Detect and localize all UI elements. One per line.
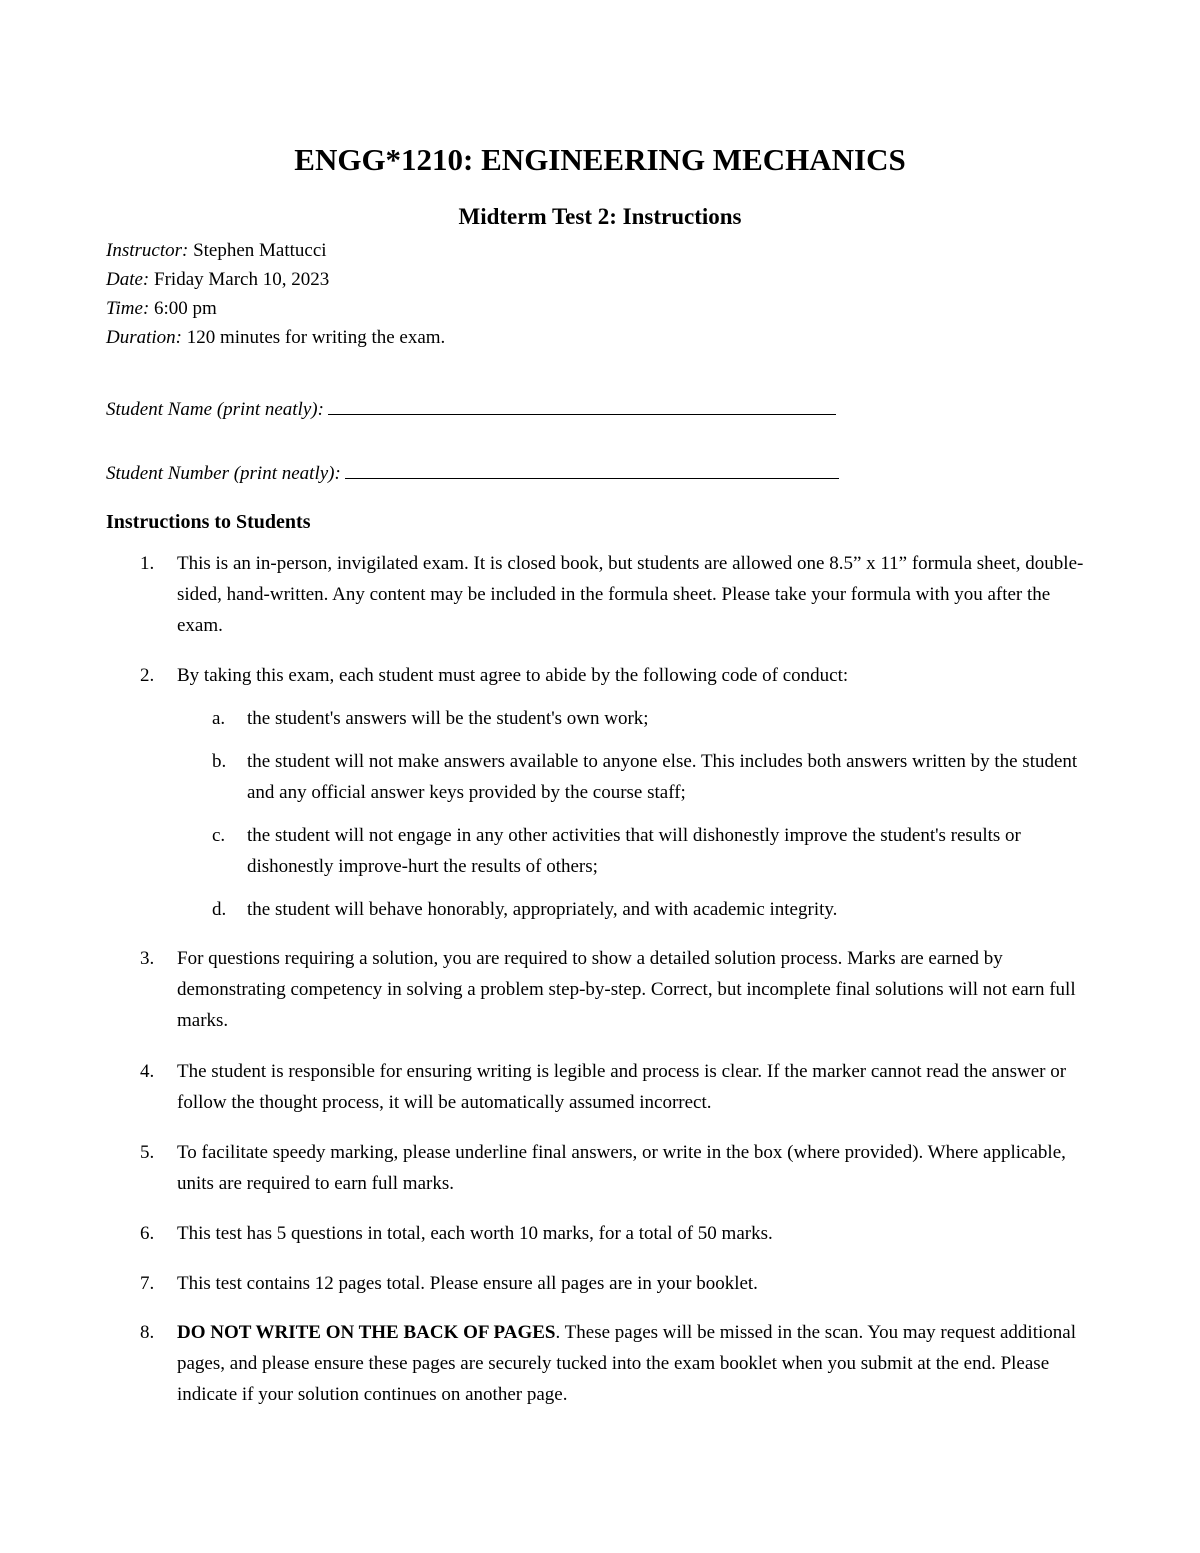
item-text: By taking this exam, each student must agree to abide by the following code of conduct: <box>177 665 849 686</box>
item-text: This test contains 12 pages total. Please ensure all pages are in your booklet. <box>177 1273 758 1294</box>
item-text: For questions requiring a solution, you are required to show a detailed solution process. Marks are earned by demonstrating competency in solving a problem step-by-step. Correct, but incomplete final solutions will not earn full marks. <box>177 948 1076 1031</box>
duration-value: 120 minutes for writing the exam. <box>182 327 446 348</box>
item-number: 1. <box>140 553 155 574</box>
instructions-heading: Instructions to Students <box>106 511 311 533</box>
item-number: 2. <box>140 665 155 686</box>
subitem-text: the student will not make answers available to anyone else. This includes both answers written by the student and any official answer keys provided by the course staff; <box>247 751 1078 803</box>
instructor-label: Instructor: <box>106 240 189 261</box>
item-number: 7. <box>140 1273 155 1294</box>
subitem-letter: a. <box>212 708 226 729</box>
subitem-letter: c. <box>212 825 226 846</box>
item-text: The student is responsible for ensuring writing is legible and process is clear. If the marker cannot read the answer or follow the thought process, it will be automatically assumed incorrect. <box>177 1061 1067 1113</box>
warning-text: . These pages will be missed in the scan. You may request additional pages, and please ensure these pages are securely tucked into the exam booklet when you submit at the end. Please indicate if your solution continues on another page. <box>177 1322 1076 1405</box>
date-row <box>106 265 445 294</box>
student-number-field <box>106 460 839 488</box>
item-number: 3. <box>140 948 155 969</box>
date-label: Date: <box>106 269 150 290</box>
student-name-blank[interactable] <box>328 396 836 415</box>
item-text: This is an in-person, invigilated exam. It is closed book, but students are allowed one 8.5” x 11” formula sheet, double-sided, hand-written. Any content may be included in the formula sheet. Please take your formula with you after the exam. <box>177 553 1084 636</box>
subitem-text: the student's answers will be the student's own work; <box>247 708 649 729</box>
time-label: Time: <box>106 298 150 319</box>
subitem-text: the student will behave honorably, appropriately, and with academic integrity. <box>247 899 838 920</box>
subitem-letter: d. <box>212 899 227 920</box>
item-number: 5. <box>140 1142 155 1163</box>
student-name-label: Student Name (print neatly): <box>106 399 324 420</box>
item-text <box>177 1317 1092 1410</box>
item-text: This test has 5 questions in total, each worth 10 marks, for a total of 50 marks. <box>177 1223 773 1244</box>
student-name-field <box>106 396 836 424</box>
date-value: Friday March 10, 2023 <box>149 269 330 290</box>
time-row <box>106 294 445 323</box>
time-value: 6:00 pm <box>149 298 217 319</box>
duration-label: Duration: <box>106 327 182 348</box>
page-subtitle: Midterm Test 2: Instructions <box>458 204 742 229</box>
duration-row <box>106 323 445 352</box>
subitem-text: the student will not engage in any other activities that will dishonestly improve the student's results or dishonestly improve-hurt the results of others; <box>247 825 1021 877</box>
item-number: 6. <box>140 1223 155 1244</box>
instructor-value: Stephen Mattucci <box>188 240 327 261</box>
instructor-row <box>106 236 445 265</box>
exam-details <box>106 236 445 352</box>
subitem-letter: b. <box>212 751 227 772</box>
warning-emphasis: DO NOT WRITE ON THE BACK OF PAGES <box>177 1322 556 1343</box>
item-number: 8. <box>140 1322 155 1343</box>
student-number-label: Student Number (print neatly): <box>106 463 341 484</box>
item-text: To facilitate speedy marking, please underline final answers, or write in the box (where provided). Where applicable, units are required to earn full marks. <box>177 1142 1066 1194</box>
student-number-blank[interactable] <box>345 460 839 479</box>
page-title: ENGG*1210: ENGINEERING MECHANICS <box>294 142 906 177</box>
item-number: 4. <box>140 1061 155 1082</box>
